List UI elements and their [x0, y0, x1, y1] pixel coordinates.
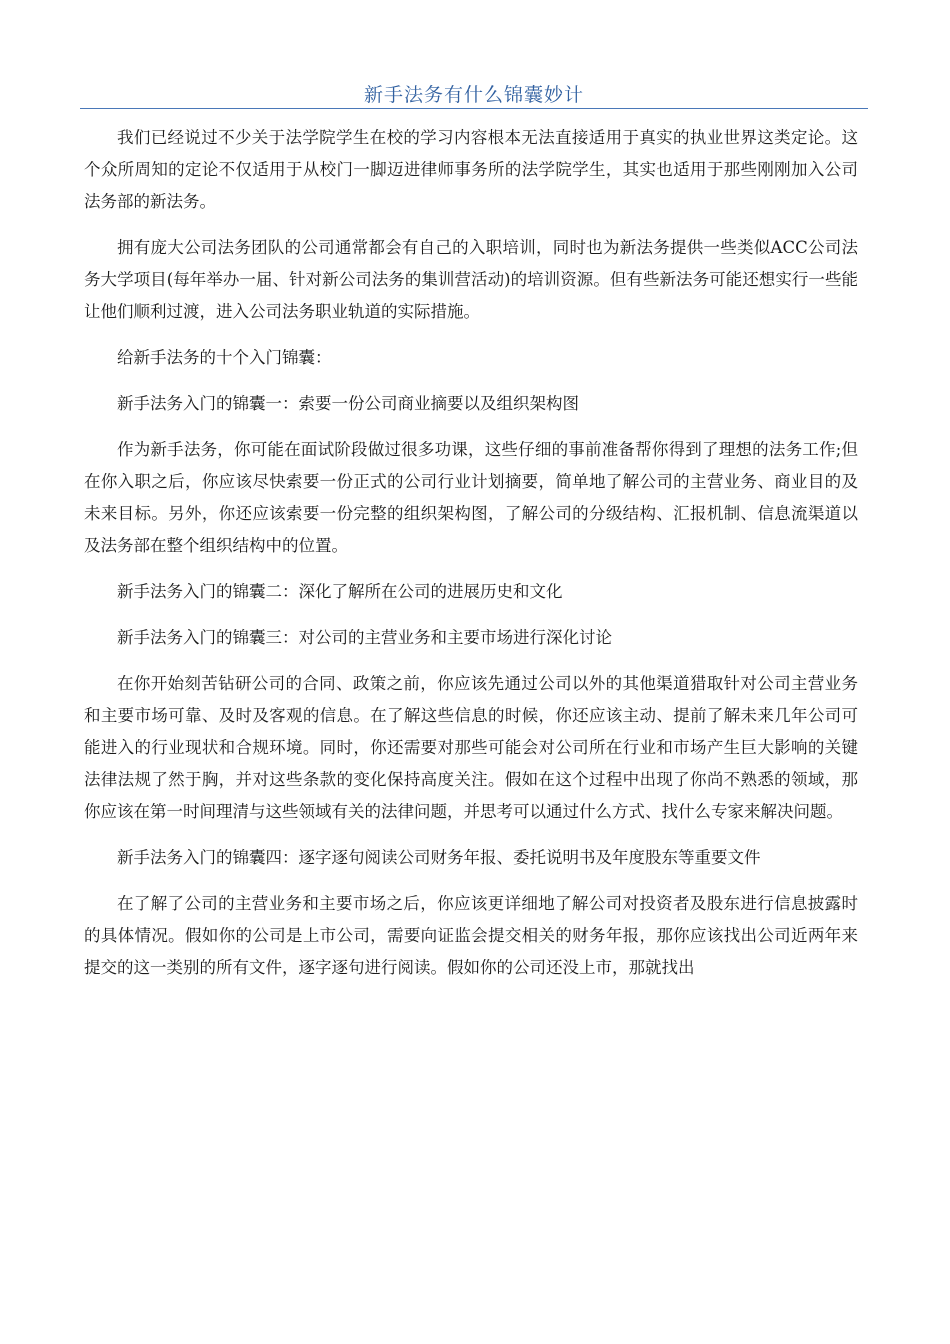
tip-heading-4: 新手法务入门的锦囊四：逐字逐句阅读公司财务年报、委托说明书及年度股东等重要文件	[117, 848, 761, 867]
paragraph-training: 拥有庞大公司法务团队的公司通常都会有自己的入职培训，同时也为新法务提供一些类似ACC公司法务大学项目(每年举办一届、针对新公司法务的集训营活动)的培训资源。但有些新法务可能还想实行一些能让他们顺利过渡，进入公司法务职业轨道的实际措施。	[84, 238, 858, 321]
document-body	[84, 122, 858, 998]
paragraph-tip-3: 在你开始刻苦钻研公司的合同、政策之前，你应该先通过公司以外的其他渠道猎取针对公司主营业务和主要市场可靠、及时及客观的信息。在了解这些信息的时候，你还应该主动、提前了解未来几年公司可能进入的行业现状和合规环境。同时，你还需要对那些可能会对公司所在行业和市场产生巨大影响的关键法律法规了然于胸，并对这些条款的变化保持高度关注。假如在这个过程中出现了你尚不熟悉的领域，那你应该在第一时间理清与这些领域有关的法律问题，并思考可以通过什么方式、找什么专家来解决问题。	[84, 674, 858, 821]
paragraph-intro: 我们已经说过不少关于法学院学生在校的学习内容根本无法直接适用于真实的执业世界这类定论。这个众所周知的定论不仅适用于从校门一脚迈进律师事务所的法学院学生，其实也适用于那些刚刚加入公司法务部的新法务。	[84, 128, 858, 211]
title-divider	[80, 108, 868, 109]
paragraph-tip-4: 在了解了公司的主营业务和主要市场之后，你应该更详细地了解公司对投资者及股东进行信息披露时的具体情况。假如你的公司是上市公司，需要向证监会提交相关的财务年报，那你应该找出公司近两年来提交的这一类别的所有文件，逐字逐句进行阅读。假如你的公司还没上市，那就找出	[84, 894, 858, 977]
page-title: 新手法务有什么锦囊妙计	[363, 84, 584, 106]
tip-heading-1: 新手法务入门的锦囊一：索要一份公司商业摘要以及组织架构图	[117, 394, 579, 413]
tip-heading-3: 新手法务入门的锦囊三：对公司的主营业务和主要市场进行深化讨论	[117, 628, 612, 647]
paragraph-list-intro: 给新手法务的十个入门锦囊：	[117, 348, 332, 367]
paragraph-tip-1: 作为新手法务，你可能在面试阶段做过很多功课，这些仔细的事前准备帮你得到了理想的法务工作;但在你入职之后，你应该尽快索要一份正式的公司行业计划摘要，简单地了解公司的主营业务、商业目的及未来目标。另外，你还应该索要一份完整的组织架构图，了解公司的分级结构、汇报机制、信息流渠道以及法务部在整个组织结构中的位置。	[84, 440, 858, 555]
tip-heading-2: 新手法务入门的锦囊二：深化了解所在公司的进展历史和文化	[117, 582, 563, 601]
